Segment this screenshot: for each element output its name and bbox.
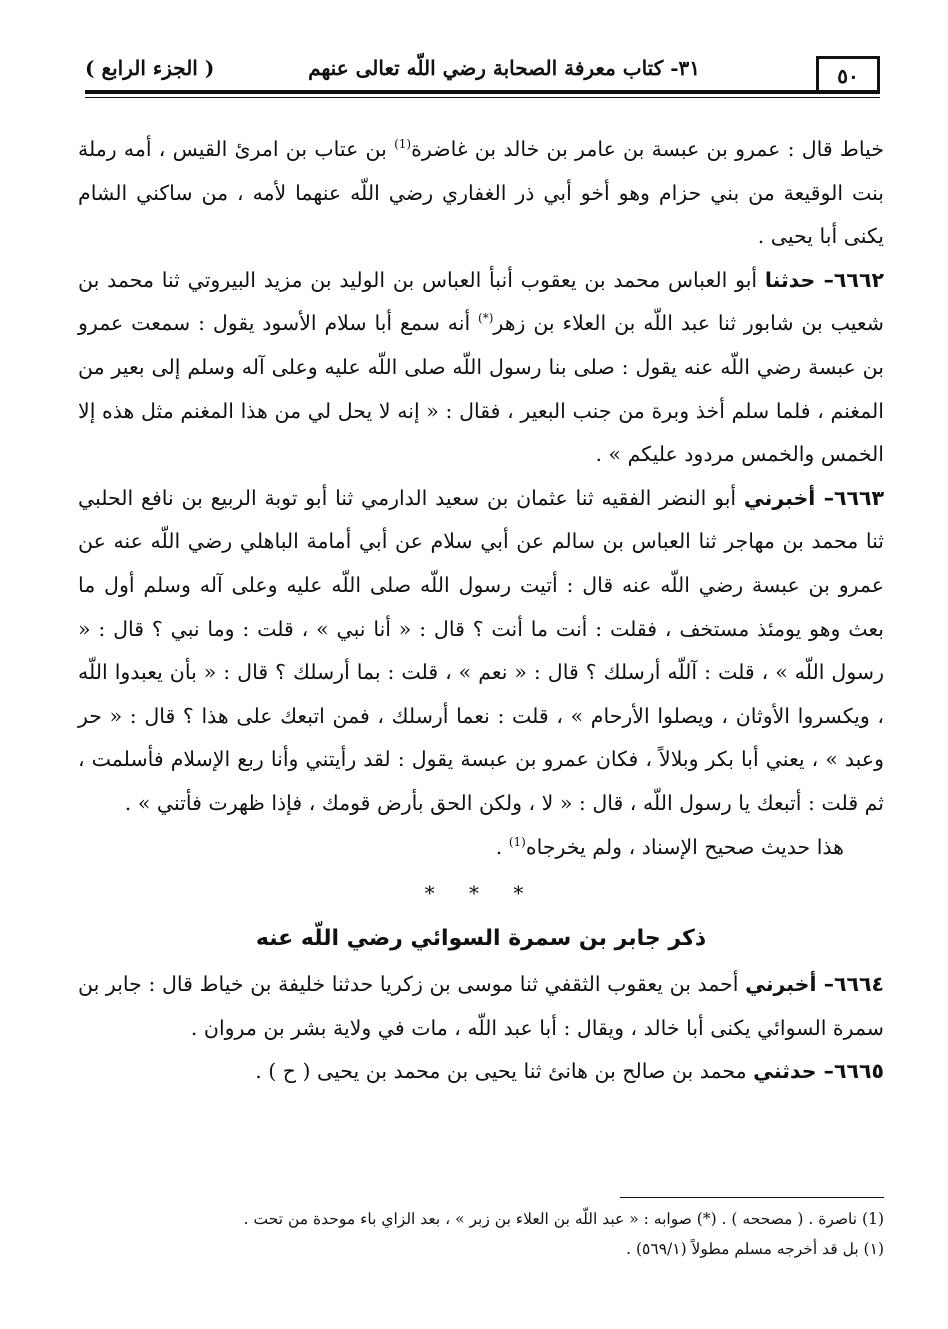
hadith-number: ٦٦٦٢– حدثنا bbox=[764, 267, 884, 292]
hadith-6662 bbox=[78, 259, 884, 477]
footnote-rule bbox=[620, 1197, 884, 1198]
hadith-verdict bbox=[78, 826, 884, 870]
page-number: ٥٠ bbox=[816, 56, 880, 93]
intro-text-rest: بن عتاب بن امرئ القيس ، أمه رملة بنت الوقيعة من بني حزام وهو أخو أبي ذر الغفاري رضي اللّه عنهما لأمه ، من ساكني الشام يكنى أبا يحيى . bbox=[78, 137, 884, 249]
paragraph-intro bbox=[78, 128, 884, 259]
footnote-ref: (1) bbox=[508, 834, 526, 849]
verdict-end: . bbox=[495, 834, 509, 859]
footnote-editor: (1) ناصرة . ( مصححه ) . (*) صوابه : « عبد اللّه بن العلاء بن زبر » ، بعد الزاي باء موحدة من تحت . bbox=[243, 1210, 884, 1228]
page-header bbox=[85, 48, 880, 108]
hadith-text: أبو النضر الفقيه ثنا عثمان بن سعيد الدارمي ثنا أبو توبة الربيع بن نافع الحلبي ثنا محمد بن مهاجر ثنا العباس بن سالم عن أبي سلام عن أبي أمامة الباهلي رضي اللّه عنه عن عمرو بن عبسة رضي اللّه عنه قال : أتيت رسول اللّه صلى اللّه عليه وعلى آله وسلم أول ما بعث وهو يومئذ مستخف ، فقلت : أنت ما أنت ؟ قال : « أنا نبي » ، قلت : وما نبي ؟ قال : « رسول اللّه » ، قلت : آللّه أرسلك ؟ قال : « نعم » ، قلت : بما أرسلك ؟ قال : « بأن يعبدوا اللّه ، ويكسروا الأوثان ، ويصلوا الأرحام » ، قلت : نعما أرسلك ، فمن اتبعك على هذا ؟ قال : « حر وعبد » ، يعني أبا بكر وبلالاً ، فكان عمرو بن عبسة يقول : لقد رأيتني وأنا ربع الإسلام فأسلمت ، ثم قلت : أتبعك يا رسول اللّه ، قال : « لا ، ولكن الحق بأرض قومك ، فإذا ظهرت فأتني » . bbox=[78, 485, 884, 815]
hadith-number: ٦٦٦٣– أخبرني bbox=[743, 485, 885, 510]
page-body bbox=[78, 128, 884, 1094]
footnotes bbox=[78, 1204, 884, 1264]
footnote-ref: (1) bbox=[394, 137, 412, 152]
volume-label: ( الجزء الرابع ) bbox=[85, 56, 215, 80]
hadith-6665 bbox=[78, 1050, 884, 1094]
hadith-text: أبو العباس محمد بن يعقوب أنبأ العباس بن الوليد بن مزيد البيروتي ثنا محمد بن شعيب بن شابور ثنا عبد اللّه بن العلاء بن زهر bbox=[78, 267, 884, 336]
footnote-author: (١) بل قد أخرجه مسلم مطولاً (٥٦٩/١) . bbox=[626, 1240, 884, 1258]
verdict-text: هذا حديث صحيح الإسناد ، ولم يخرجاه bbox=[525, 834, 844, 859]
intro-text: خياط قال : عمرو بن عبسة بن عامر بن خالد بن غاضرة bbox=[411, 137, 884, 161]
section-separator: * * * bbox=[424, 881, 538, 906]
header-rule-thick bbox=[85, 90, 880, 94]
hadith-number: ٦٦٦٤– أخبرني bbox=[745, 972, 885, 997]
hadith-text: محمد بن صالح بن هانئ ثنا يحيى بن محمد بن يحيى ( ح ) . bbox=[255, 1059, 754, 1084]
chapter-title: ٣١- كتاب معرفة الصحابة رضي اللّه تعالى عنهم bbox=[308, 56, 700, 80]
hadith-text: أحمد بن يعقوب الثقفي ثنا موسى بن زكريا حدثنا خليفة بن خياط قال : جابر بن سمرة السوائي يكنى أبا خالد ، ويقال : أبا عبد اللّه ، مات في ولاية بشر بن مروان . bbox=[78, 972, 884, 1040]
hadith-number: ٦٦٦٥– حدثني bbox=[753, 1059, 884, 1084]
header-rule-thin bbox=[85, 97, 880, 98]
section-heading: ذكر جابر بن سمرة السوائي رضي اللّه عنه bbox=[255, 926, 707, 952]
hadith-6664 bbox=[78, 963, 884, 1050]
footnote-ref: (*) bbox=[478, 311, 494, 326]
hadith-6663 bbox=[78, 477, 884, 826]
hadith-text-rest: أنه سمع أبا سلام الأسود يقول : سمعت عمرو بن عبسة رضي اللّه عنه يقول : صلى بنا رسول اللّه صلى اللّه عليه وعلى آله وسلم إلى بعير من المغنم ، فلما سلم أخذ وبرة من جنب البعير ، فقال : « إنه لا يحل لي من هذا المغنم مثل هذه إلا الخمس والخمس مردود عليكم » . bbox=[78, 311, 884, 467]
